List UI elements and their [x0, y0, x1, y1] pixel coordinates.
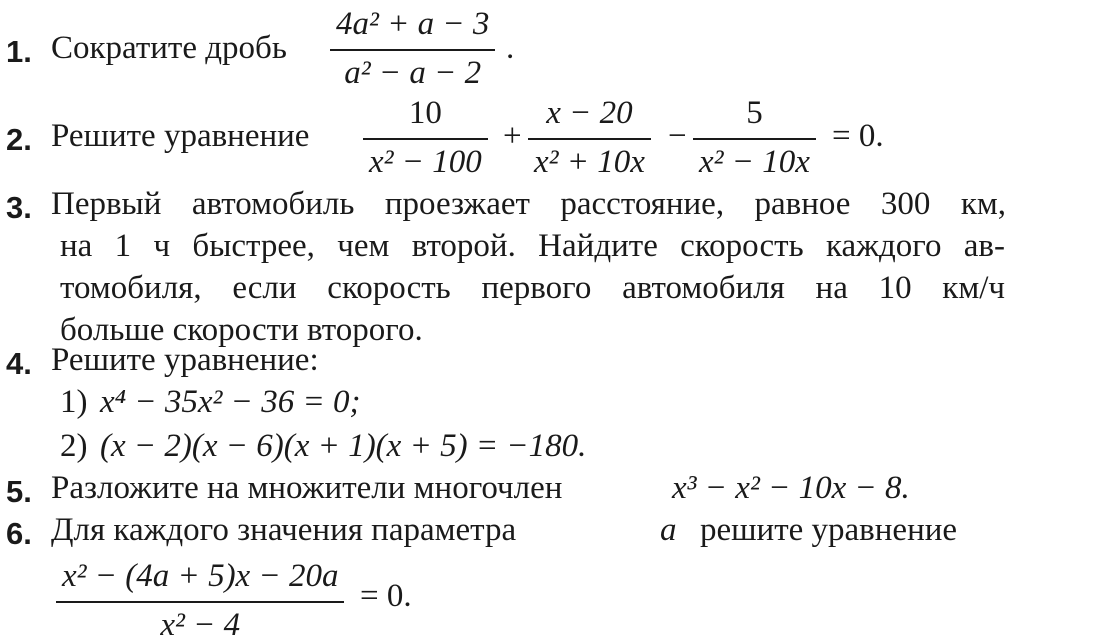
item-2-fraction-1	[363, 97, 488, 179]
item-2-operator-minus: −	[668, 118, 687, 154]
item-2-numerator-2: x − 20	[546, 95, 633, 131]
item-2-numerator-1: 10	[408, 95, 442, 131]
item-6-number: 6.	[6, 516, 32, 551]
item-6-text-2: решите уравнение	[700, 512, 958, 548]
item-3-number: 3.	[6, 190, 32, 225]
item-4-text: Решите уравнение:	[51, 342, 319, 378]
item-2-denominator-3: x² − 10x	[699, 144, 810, 180]
fraction-bar	[528, 138, 651, 140]
item-2-tail: = 0.	[832, 118, 884, 154]
item-3-line-3: томобиля, если скорость первого автомобиля на 10 км/ч	[60, 270, 1005, 306]
item-1-tail: .	[506, 30, 515, 66]
item-2-fraction-2	[528, 97, 651, 179]
item-2-denominator-1: x² − 100	[369, 144, 482, 180]
item-4-sub-1-expr: x⁴ − 35x² − 36 = 0;	[100, 384, 361, 420]
item-5-text: Разложите на множители многочлен	[51, 470, 563, 506]
item-1-numerator: 4a² + a − 3	[336, 6, 490, 42]
item-6-fraction	[56, 560, 344, 642]
item-2-fraction-3	[693, 97, 816, 179]
item-4-number: 4.	[6, 346, 32, 381]
item-5-expr: x³ − x² − 10x − 8.	[672, 470, 910, 506]
item-1-number: 1.	[6, 34, 32, 69]
item-2-text: Решите уравнение	[51, 118, 310, 154]
item-1-text: Сократите дробь	[51, 30, 287, 66]
item-4-sub-2-label: 2)	[60, 428, 88, 464]
item-6-numerator: x² − (4a + 5)x − 20a	[62, 558, 339, 594]
fraction-bar	[56, 601, 344, 603]
item-2-numerator-3: 5	[746, 95, 763, 131]
item-3-line-2: на 1 ч быстрее, чем второй. Найдите скорость каждого ав-	[60, 228, 1005, 264]
item-3-line-1: Первый автомобиль проезжает расстояние, равное 300 км,	[51, 186, 1006, 222]
item-1-fraction	[330, 8, 495, 90]
fraction-bar	[363, 138, 488, 140]
item-2-operator-plus: +	[503, 118, 522, 154]
fraction-bar	[330, 49, 495, 51]
item-6-denominator: x² − 4	[160, 607, 241, 643]
item-2-number: 2.	[6, 122, 32, 157]
item-4-sub-1-label: 1)	[60, 384, 88, 420]
item-2-denominator-2: x² + 10x	[534, 144, 645, 180]
item-6-text: Для каждого значения параметра	[51, 512, 517, 548]
item-4-sub-2-expr: (x − 2)(x − 6)(x + 1)(x + 5) = −180.	[100, 428, 587, 464]
item-5-number: 5.	[6, 474, 32, 509]
item-6-tail: = 0.	[360, 578, 412, 614]
fraction-bar	[693, 138, 816, 140]
item-1-denominator: a² − a − 2	[344, 55, 482, 91]
item-6-param: a	[660, 512, 677, 548]
item-3-line-4: больше скорости второго.	[60, 312, 423, 348]
